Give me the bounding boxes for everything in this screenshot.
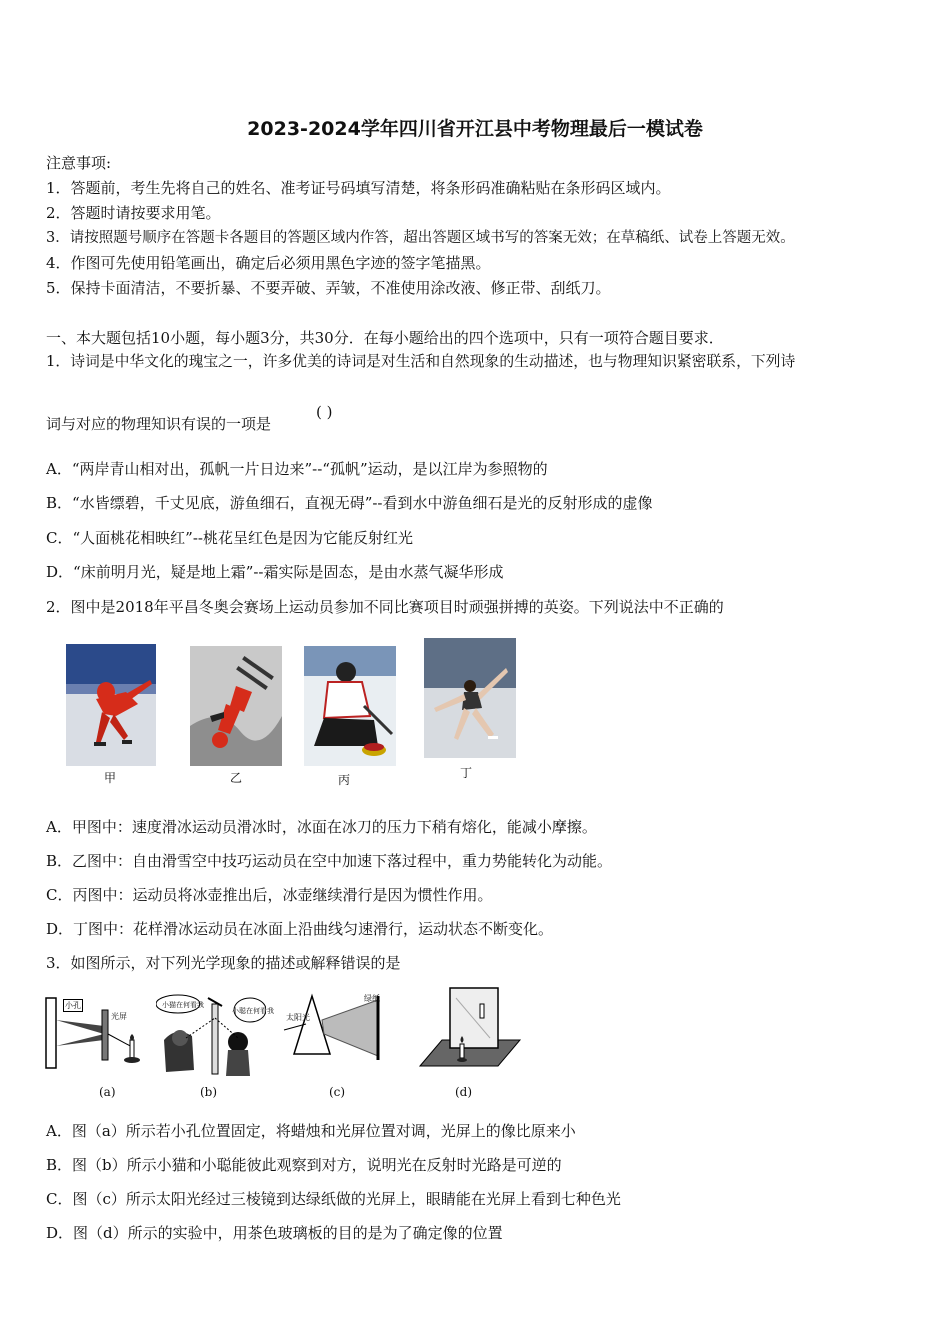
q3-option-a: A．图（a）所示若小孔位置固定，将蜡烛和光屏位置对调，光屏上的像比原来小	[46, 1122, 576, 1140]
curling-photo	[304, 646, 396, 766]
boy-bubble: 小聪在何看我	[232, 1007, 274, 1015]
q1-stem-line2: 词与对应的物理知识有误的一项是	[46, 415, 272, 433]
notice-item-5: 5．保持卡面清洁，不要折暴、不要弄破、弄皱，不准使用涂改液、修正带、刮纸刀。	[46, 279, 611, 297]
plane-mirror-figure	[416, 984, 524, 1076]
cat-bubble: 小猫在何看我	[162, 1001, 204, 1009]
q3-caption-c: (c)	[329, 1085, 346, 1099]
notice-item-1: 1．答题前，考生先将自己的姓名、准考证号码填写清楚，将条形码准确粘贴在条形码区域内。	[46, 179, 671, 197]
q2-caption-jia: 甲	[104, 771, 117, 785]
q2-stem: 2．图中是2018年平昌冬奥会赛场上运动员参加不同比赛项目时顽强拼搏的英姿。下列说法中不正确的	[46, 598, 724, 616]
q2-option-d: D．丁图中：花样滑冰运动员在冰面上沿曲线匀速滑行，运动状态不断变化。	[46, 920, 554, 938]
q1-stem-line1: 1．诗词是中华文化的瑰宝之一，许多优美的诗词是对生活和自然现象的生动描述，也与物理知识紧密联系，下列诗	[46, 353, 796, 370]
q2-caption-bing: 丙	[338, 773, 351, 787]
figure-skater-photo	[424, 638, 516, 758]
q2-option-b: B．乙图中：自由滑雪空中技巧运动员在空中加速下落过程中，重力势能转化为动能。	[46, 852, 613, 870]
aerial-skier-photo	[190, 646, 282, 766]
q2-option-c: C．丙图中：运动员将冰壶推出后，冰壶继续滑行是因为惯性作用。	[46, 886, 493, 904]
q3-option-b: B．图（b）所示小猫和小聪能彼此观察到对方，说明光在反射时光路是可逆的	[46, 1156, 562, 1174]
q1-option-a: A．“两岸青山相对出，孤帆一片日边来”--“孤帆”运动，是以江岸为参照物的	[46, 460, 548, 478]
pinhole-figure	[44, 990, 150, 1076]
q1-option-d: D．“床前明月光，疑是地上霜”--霜实际是固态，是由水蒸气凝华形成	[46, 563, 504, 581]
page-title: 2023-2024学年四川省开江县中考物理最后一模试卷	[247, 118, 703, 140]
q1-option-c: C．“人面桃花相映红”--桃花呈红色是因为它能反射红光	[46, 529, 413, 547]
notice-item-2: 2．答题时请按要求用笔。	[46, 204, 221, 222]
notice-item-4: 4．作图可先使用铅笔画出，确定后必须用黑色字迹的签字笔描黑。	[46, 254, 491, 272]
sunlight-label: 太阳光	[286, 1013, 310, 1022]
q1-option-b: B．“水皆缥碧，千丈见底，游鱼细石，直视无碍”--看到水中游鱼细石是光的反射形成的虚像	[46, 494, 653, 512]
section-heading: 一、本大题包括10小题，每小题3分，共30分．在每小题给出的四个选项中，只有一项符合题目要求．	[46, 329, 724, 347]
q2-caption-yi: 乙	[230, 771, 243, 785]
pinhole-label: 小孔	[65, 1001, 81, 1010]
q3-caption-a: (a)	[99, 1085, 116, 1099]
green-paper-label: 绿纸	[364, 994, 380, 1003]
q2-option-a: A．甲图中：速度滑冰运动员滑冰时，冰面在冰刀的压力下稍有熔化，能减小摩擦。	[46, 818, 597, 836]
notice-heading: 注意事项:	[46, 154, 112, 172]
q3-option-c: C．图（c）所示太阳光经过三棱镜到达绿纸做的光屏上，眼睛能在光屏上看到七种色光	[46, 1190, 621, 1208]
q1-answer-blank: ( )	[316, 403, 333, 421]
q3-option-d: D．图（d）所示的实验中，用茶色玻璃板的目的是为了确定像的位置	[46, 1224, 503, 1242]
q3-stem: 3．如图所示，对下列光学现象的描述或解释错误的是	[46, 954, 401, 972]
speed-skater-photo	[66, 644, 156, 766]
q3-caption-d: (d)	[455, 1085, 473, 1099]
q3-caption-b: (b)	[200, 1085, 218, 1099]
q2-caption-ding: 丁	[460, 766, 473, 780]
notice-item-3: 3．请按照题号顺序在答题卡各题目的答题区域内作答，超出答题区域书写的答案无效；在草稿纸、试卷上答题无效。	[46, 230, 795, 246]
screen-label: 光屏	[111, 1012, 127, 1021]
